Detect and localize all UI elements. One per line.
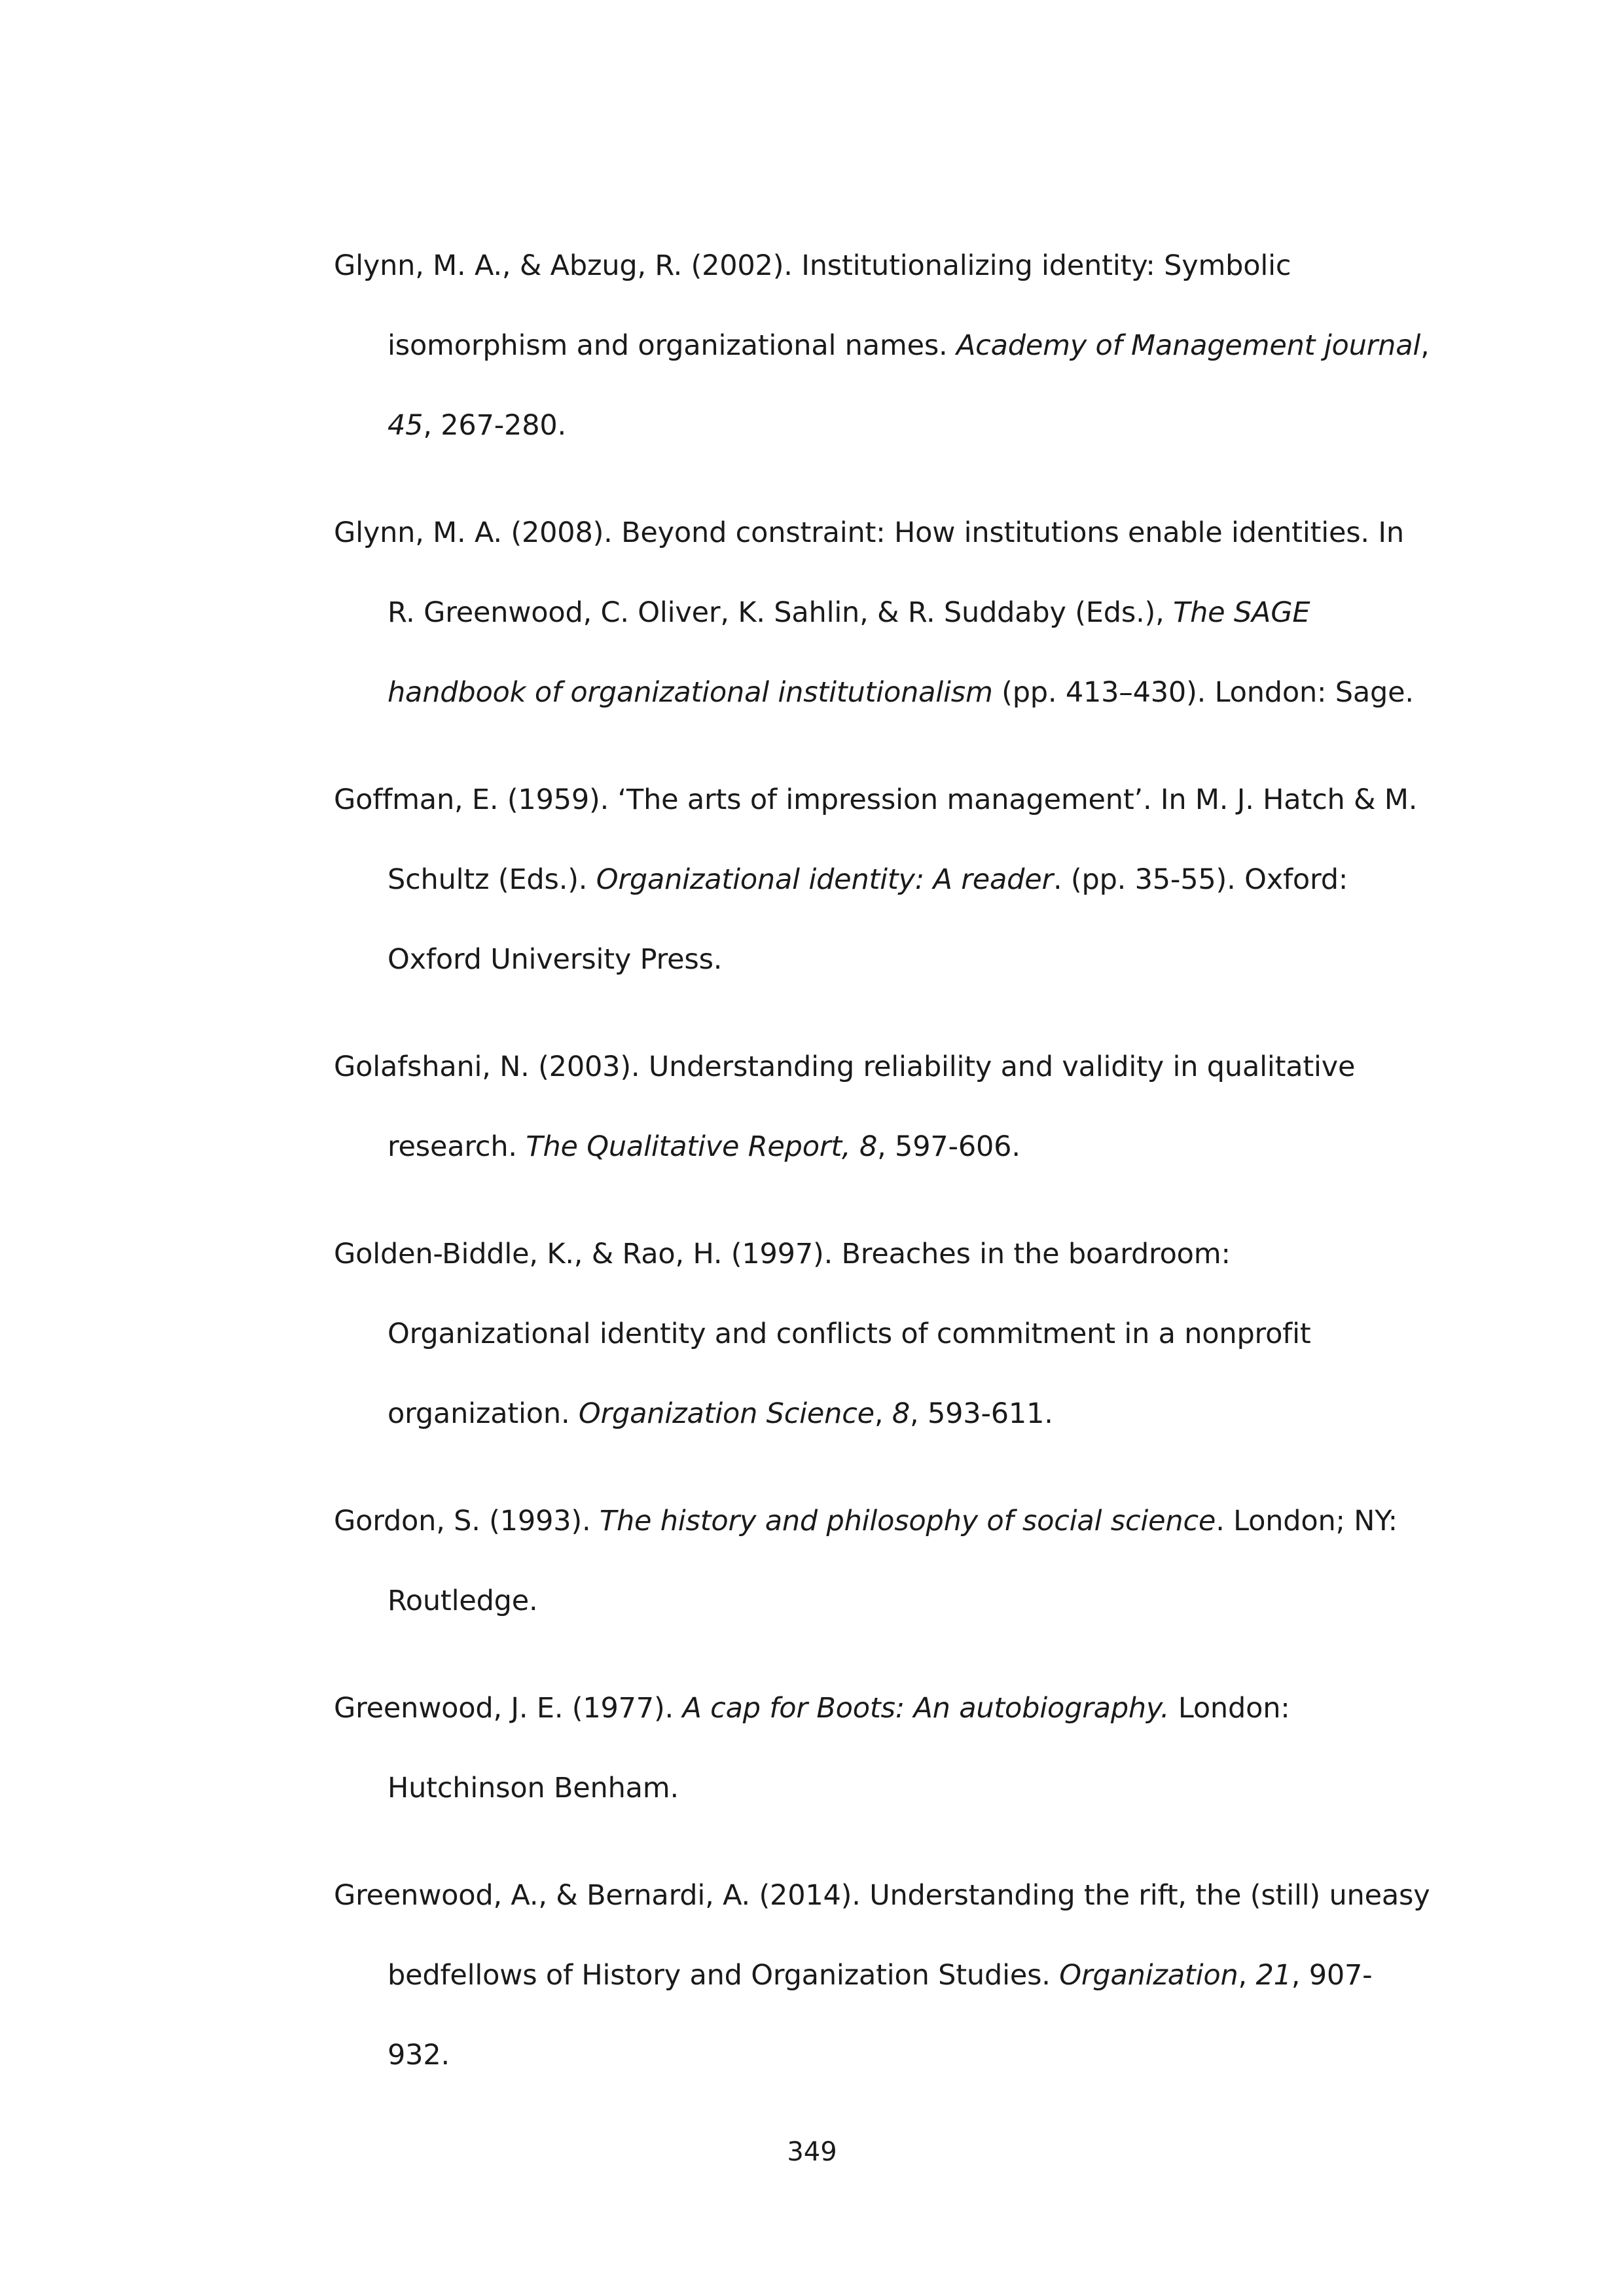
reference-text: Glynn, M. A. (2008). Beyond constraint: How institutions enable identities. In R. Greenwood, C. Oliver, K. Sahlin, & R. Suddaby (Eds.), bbox=[334, 516, 1404, 629]
reference-entry bbox=[334, 1668, 1434, 1828]
volume-number: 8 bbox=[892, 1397, 911, 1430]
reference-text: Golden-Biddle, K., & Rao, H. (1997). Breaches in the boardroom: Organizational identity and conflicts of commitment in a nonprofit organization. bbox=[334, 1238, 1311, 1430]
reference-entry bbox=[334, 493, 1434, 732]
reference-text: . London; NY: Routledge. bbox=[388, 1505, 1398, 1617]
reference-text: , bbox=[1420, 329, 1430, 362]
reference-text: , bbox=[874, 1397, 892, 1430]
reference-text: Greenwood, J. E. (1977). bbox=[334, 1692, 683, 1725]
reference-list bbox=[334, 226, 1434, 2123]
reference-entry bbox=[334, 1214, 1434, 1454]
page-range: , 597-606. bbox=[877, 1130, 1020, 1163]
volume-number: 45 bbox=[388, 409, 424, 442]
journal-title: Organization Science bbox=[578, 1397, 875, 1430]
book-title: The history and philosophy of social science bbox=[599, 1505, 1216, 1537]
reference-entry bbox=[334, 1481, 1434, 1641]
book-title: The SAGE handbook of organizational institutionalism bbox=[388, 596, 1310, 709]
page-range: , 267-280. bbox=[423, 409, 566, 442]
page-number: 349 bbox=[787, 2137, 837, 2167]
book-title: Organizational identity: A reader bbox=[596, 863, 1053, 896]
reference-text: Glynn, M. A., & Abzug, R. (2002). Institutionalizing identity: Symbolic isomorphism and organizational names. bbox=[334, 249, 1291, 362]
book-title: A cap for Boots: An autobiography. bbox=[682, 1692, 1170, 1725]
journal-title: Academy of Management journal bbox=[956, 329, 1421, 362]
reference-entry bbox=[334, 760, 1434, 999]
volume-number: 21 bbox=[1255, 1959, 1291, 1992]
reference-entry bbox=[334, 226, 1434, 465]
reference-text: Goffman, E. (1959). ‘The arts of impression management’. In M. J. Hatch & M. Schultz (Eds.). bbox=[334, 783, 1418, 896]
page-range: , 907-932. bbox=[388, 1959, 1373, 2072]
reference-text: London: Hutchinson Benham. bbox=[388, 1692, 1290, 1804]
reference-text: , bbox=[1238, 1959, 1256, 1992]
journal-title: Organization bbox=[1059, 1959, 1238, 1992]
reference-entry bbox=[334, 1856, 1434, 2095]
reference-text: Greenwood, A., & Bernardi, A. (2014). Understanding the rift, the (still) uneasy bedfellows of History and Organization Studies. bbox=[334, 1879, 1430, 1992]
reference-entry bbox=[334, 1027, 1434, 1187]
page-range: , 593-611. bbox=[910, 1397, 1053, 1430]
journal-title: The Qualitative Report, 8 bbox=[526, 1130, 878, 1163]
reference-text: Golafshani, N. (2003). Understanding reliability and validity in qualitative research. bbox=[334, 1050, 1356, 1163]
reference-text: . (pp. 35-55). Oxford: Oxford University Press. bbox=[388, 863, 1348, 976]
reference-text: (pp. 413–430). London: Sage. bbox=[992, 676, 1414, 709]
reference-text: Gordon, S. (1993). bbox=[334, 1505, 600, 1537]
